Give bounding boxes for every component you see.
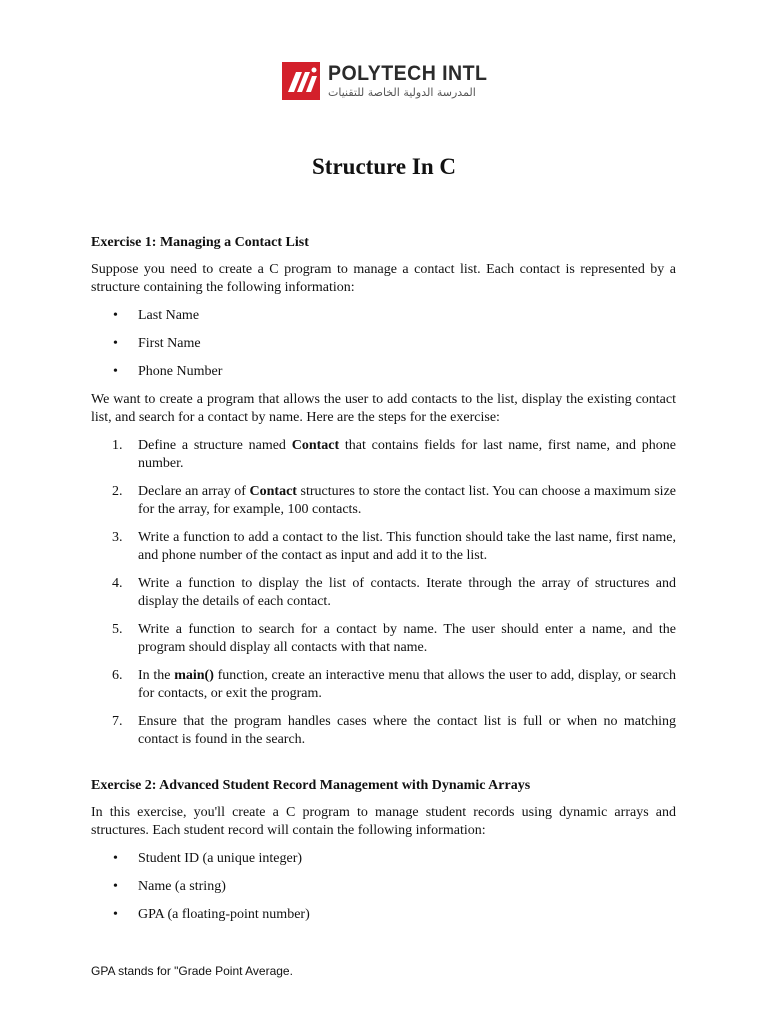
- logo-arabic-name: المدرسة الدولية الخاصة للتقنيات: [328, 85, 476, 99]
- footnote: GPA stands for "Grade Point Average.: [91, 964, 293, 978]
- step-number: 2.: [112, 484, 123, 499]
- polytech-logo: [282, 59, 499, 103]
- step-bold-text: Contact: [291, 438, 340, 453]
- step-item: [91, 437, 676, 473]
- step-number: 7.: [112, 714, 123, 729]
- step-text: Ensure that the program handles cases where the contact list is full or when no matching contact is found in the search.: [138, 714, 676, 747]
- step-bold-text: main(): [174, 668, 214, 683]
- polytech-logo-icon: [282, 62, 320, 100]
- step-item: [91, 575, 676, 611]
- page-title: Structure In C: [312, 154, 456, 179]
- exercise1-intro: Suppose you need to create a C program to manage a contact list. Each contact is represented by a structure containing the following information:: [91, 262, 676, 295]
- list-item: • Name (a string): [91, 878, 676, 896]
- step-text: Define a structure named: [138, 438, 292, 453]
- list-item: • Student ID (a unique integer): [91, 850, 676, 868]
- exercise2-intro: In this exercise, you'll create a C program to manage student records using dynamic arrays and structures. Each student record will contain the following information:: [91, 805, 676, 838]
- step-item: [91, 529, 676, 565]
- exercise2-fields: [91, 850, 676, 924]
- step-text: Write a function to add a contact to the list. This function should take the last name, first name, and phone number of the contact as input and add it to the list.: [138, 530, 676, 563]
- list-item: • Phone Number: [91, 363, 676, 381]
- step-text: structures to store the contact list. You can choose a maximum size for the array, for example, 100 contacts.: [138, 484, 676, 517]
- list-item: • First Name: [91, 335, 676, 353]
- exercise1-transition: We want to create a program that allows the user to add contacts to the list, display the existing contact list, and search for a contact by name. Here are the steps for the exercise:: [91, 392, 676, 425]
- step-item: [91, 621, 676, 657]
- step-number: 6.: [112, 668, 123, 683]
- exercise1-heading: Exercise 1: Managing a Contact List: [91, 235, 309, 250]
- exercise1-fields: [91, 307, 676, 381]
- list-item: • Last Name: [91, 307, 676, 325]
- step-item: [91, 713, 676, 749]
- step-text: In the: [138, 668, 175, 683]
- document-body: [91, 234, 676, 934]
- step-item: [91, 667, 676, 703]
- step-text: function, create an interactive menu that allows the user to add, display, or search for contacts, or exit the program.: [138, 668, 676, 701]
- step-text: Write a function to search for a contact by name. The user should enter a name, and the program should display all contacts with that name.: [138, 622, 676, 655]
- list-item: • GPA (a floating-point number): [91, 906, 676, 924]
- exercise2-heading: Exercise 2: Advanced Student Record Management with Dynamic Arrays: [91, 778, 531, 793]
- step-number: 5.: [112, 622, 123, 637]
- step-text: that contains fields for last name, first name, and phone number.: [138, 438, 676, 471]
- step-number: 4.: [112, 576, 123, 591]
- step-number: 3.: [112, 530, 123, 545]
- step-text: Write a function to display the list of contacts. Iterate through the array of structures and display the details of each contact.: [138, 576, 676, 609]
- exercise1-steps: [91, 437, 676, 749]
- step-text: Declare an array of: [138, 484, 250, 499]
- step-item: [91, 483, 676, 519]
- step-bold-text: Contact: [249, 484, 297, 499]
- logo-name: POLYTECH INTL: [328, 61, 488, 85]
- step-number: 1.: [112, 438, 123, 453]
